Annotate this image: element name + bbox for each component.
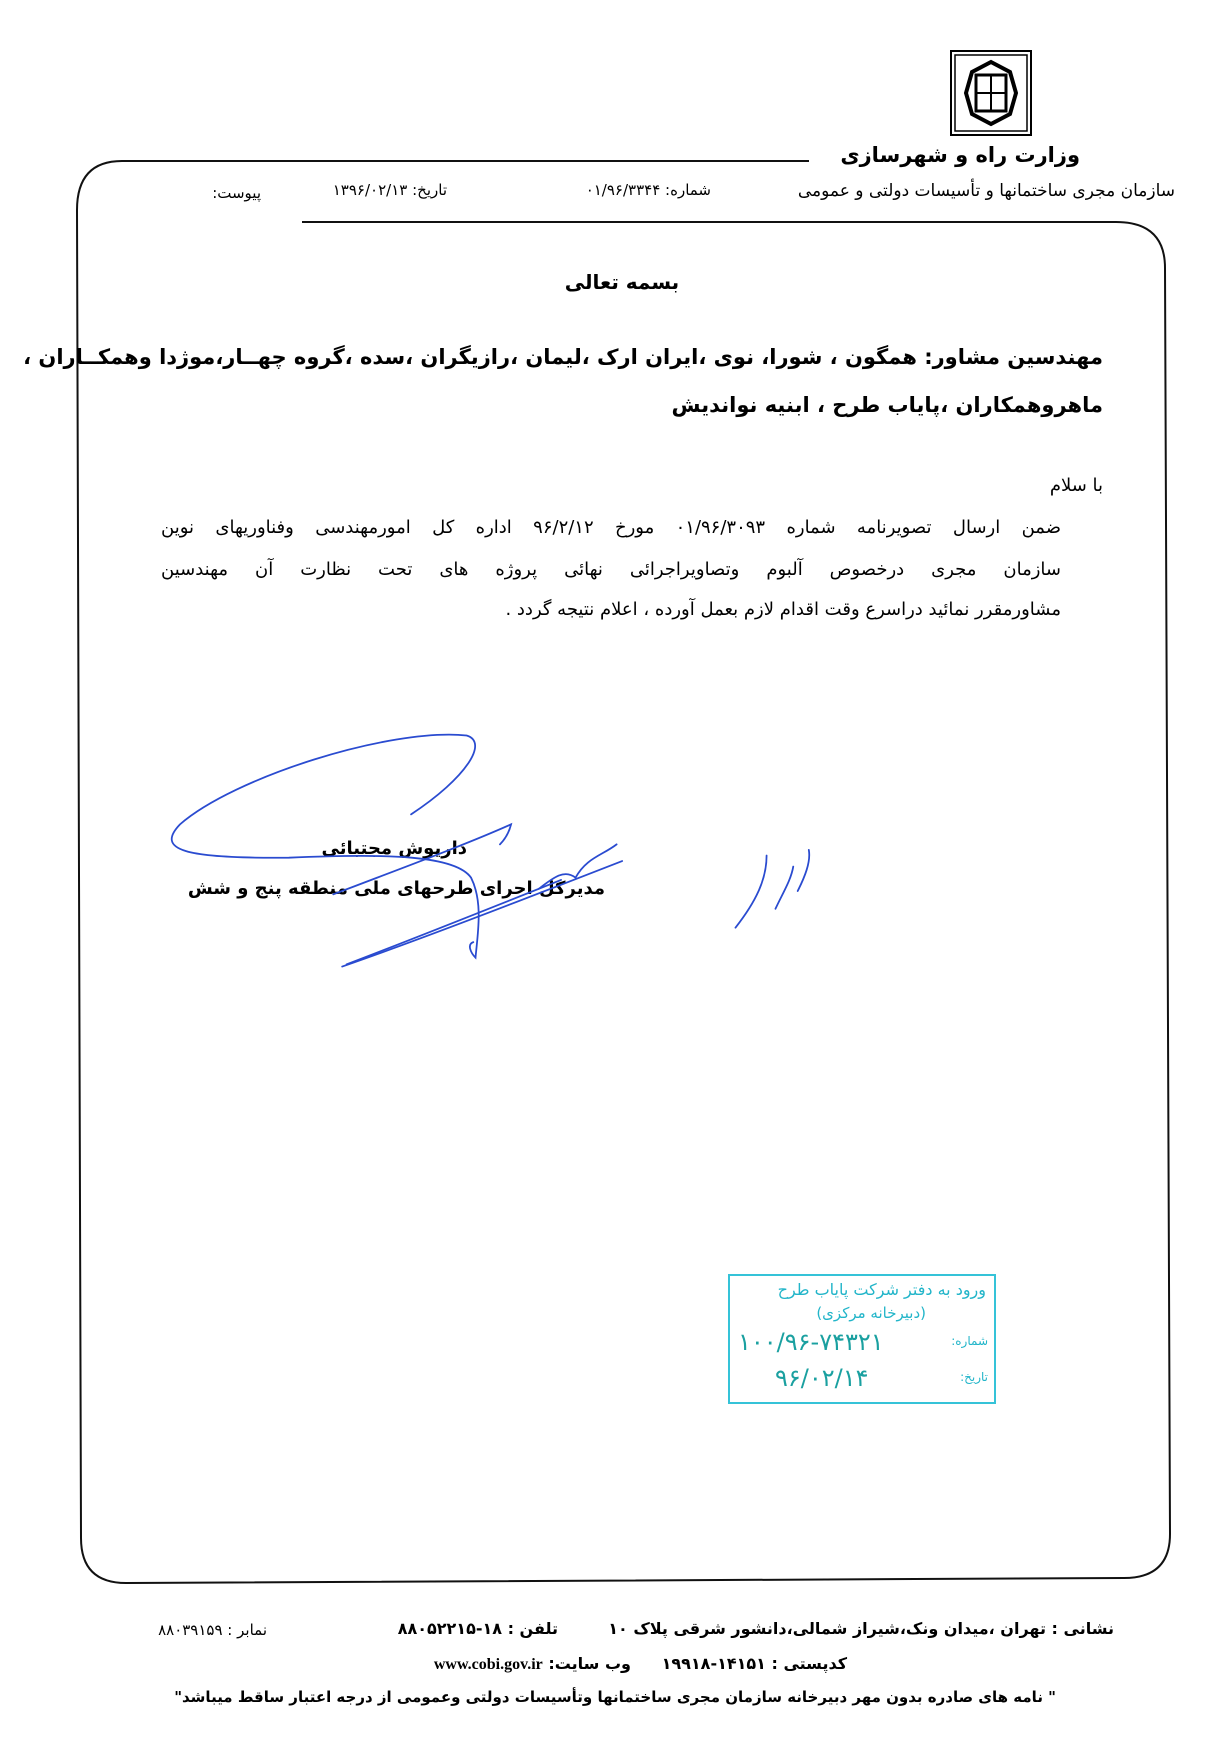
footer-fax: نمابر : ۸۸۰۳۹۱۵۹ bbox=[158, 1621, 267, 1639]
attachment-label: پیوست: bbox=[212, 184, 261, 202]
paragraph-line-3: مشاورمقرر نمائید دراسرع وقت اقدام لازم بعمل آورده ، اعلام نتیجه گردد . bbox=[505, 599, 1061, 620]
received-stamp bbox=[728, 1274, 996, 1404]
website-link[interactable]: www.cobi.gov.ir bbox=[433, 1656, 543, 1673]
footer-notice: " نامه های صادره بدون مهر دبیرخانه سازمان مجری ساختمانها وتأسیسات دولتی وعمومی از درجه اعتبار ساقط میباشد" bbox=[174, 1688, 1056, 1706]
stamp-date-value: ۹۶/۰۲/۱۴ bbox=[775, 1364, 869, 1392]
footer-address: نشانی : تهران ،میدان ونک،شیراز شمالی،دانشور شرقی پلاک ۱۰ bbox=[608, 1619, 1114, 1638]
paragraph-line-1: ضمن ارسال تصویرنامه شماره ۰۱/۹۶/۳۰۹۳ مورخ ۹۶/۲/۱۲ اداره کل امورمهندسی وفناوریهای نوین bbox=[161, 517, 1061, 538]
ministry-name: وزارت راه و شهرسازی bbox=[840, 143, 1080, 167]
number-label: شماره: bbox=[665, 181, 711, 199]
stamp-line-1: ورود به دفتر شرکت پایاب طرح bbox=[777, 1280, 986, 1299]
stamp-number-value: ۱۰۰/۹۶-۷۴۳۲۱ bbox=[738, 1328, 884, 1356]
footer-phone: تلفن : ۱۸-۸۸۰۵۲۲۱۵ bbox=[397, 1619, 558, 1638]
organization-name: سازمان مجری ساختمانها و تأسیسات دولتی و عمومی bbox=[797, 181, 1175, 201]
signatory-title: مدیرکل اجرای طرحهای ملی منطقه پنج و شش bbox=[187, 878, 605, 899]
footer-website bbox=[434, 1654, 631, 1674]
date-value: ۱۳۹۶/۰۲/۱۳ bbox=[332, 181, 408, 199]
number-value: ۰۱/۹۶/۳۳۴۴ bbox=[585, 181, 661, 199]
addressee-line-1: مهندسین مشاور: همگون ، شورا، نوی ،ایران ارک ،لیمان ،رازیگران ،سده ،گروه چهــار،موژدا وهمکــاران ، bbox=[23, 345, 1103, 369]
invocation: بسمه تعالی bbox=[564, 270, 680, 294]
stamp-date-label: تاریخ: bbox=[960, 1370, 988, 1384]
stamp-number-label: شماره: bbox=[951, 1334, 988, 1348]
greeting: با سلام bbox=[1049, 475, 1103, 496]
signatory-name: داریوش مجتبائی bbox=[321, 838, 467, 859]
footer-postcode: کدپستی : ۱۴۱۵۱-۱۹۹۱۸ bbox=[661, 1654, 847, 1673]
addressee-line-2: ماهروهمکاران ،پایاب طرح ، ابنیه نواندیش bbox=[671, 393, 1103, 417]
stamp-line-2: (دبیرخانه مرکزی) bbox=[816, 1304, 926, 1322]
paragraph-line-2: سازمان مجری درخصوص آلبوم وتصاویراجرائی نهائی پروژه های تحت نظارت آن مهندسین bbox=[161, 559, 1061, 580]
website-label: وب سایت: bbox=[548, 1654, 631, 1673]
date-label: تاریخ: bbox=[412, 181, 447, 199]
